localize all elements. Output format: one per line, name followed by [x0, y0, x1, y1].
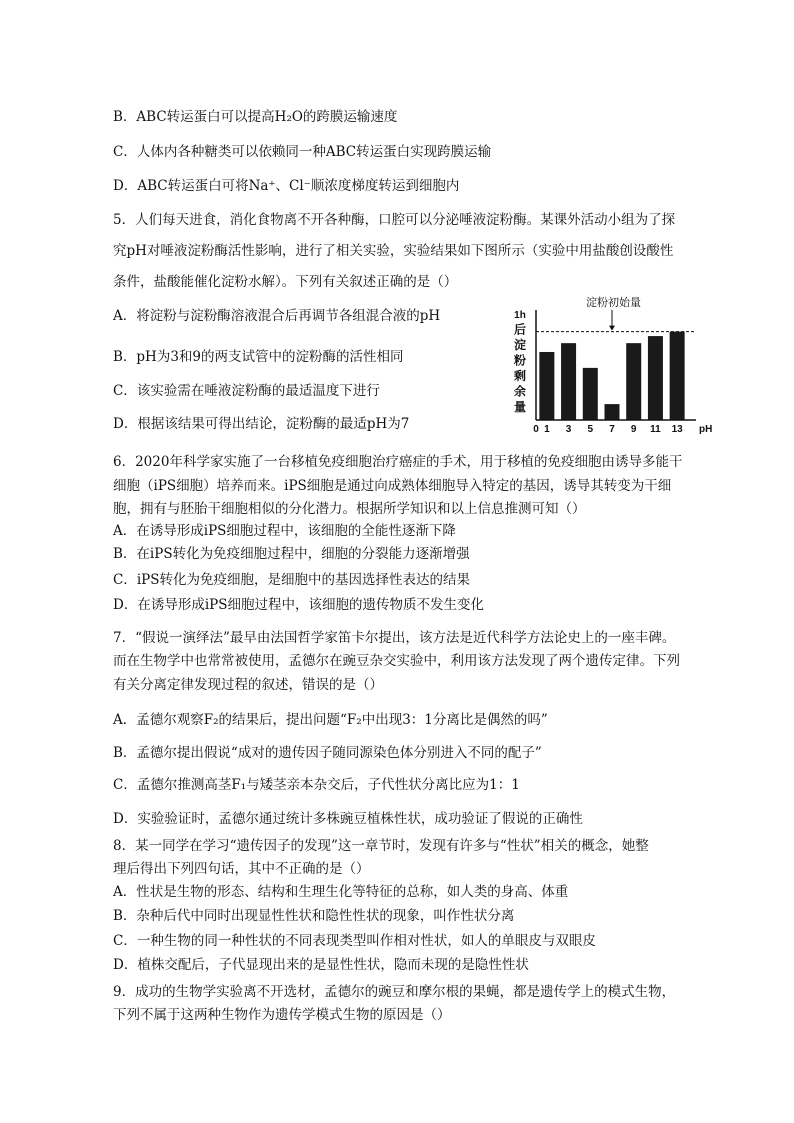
text-line: D．在诱导形成iPS细胞过程中，该细胞的遗传物质不发生变化	[113, 597, 484, 613]
y-axis-label-char: 后	[513, 322, 527, 337]
text-line: 9．成功的生物学实验离不开选材，孟德尔的豌豆和摩尔根的果蝇，都是遗传学上的模式生物，	[113, 984, 676, 1000]
text-line: C．人体内各种糖类可以依赖同一种ABC转运蛋白实现跨膜运输	[113, 144, 492, 160]
bar-ph-11	[648, 336, 663, 420]
text-line: D．植株交配后，子代显现出来的是显性性状，隐而未现的是隐性性状	[113, 957, 529, 973]
y-axis-label-char: 粉	[513, 353, 527, 368]
text-line: A．孟德尔观察F₂的结果后，提出问题“F₂中出现3：1分离比是偶然的吗”	[113, 712, 548, 728]
text-line: C．iPS转化为免疫细胞，是细胞中的基因选择性表达的结果	[113, 572, 470, 588]
text-line: B．在iPS转化为免疫细胞过程中，细胞的分裂能力逐渐增强	[113, 546, 470, 562]
text-line: A．性状是生物的形态、结构和生理生化等特征的总称，如人类的身高、体重	[113, 884, 569, 900]
text-line: 8．某一同学在学习“遗传因子的发现”这一章节时，发现有许多与“性状”相关的概念，她整	[113, 838, 649, 854]
text-line: 6．2020年科学家实施了一台移植免疫细胞治疗癌症的手术，用于移植的免疫细胞由诱导多能干	[113, 454, 683, 470]
bar-ph-7	[605, 404, 620, 420]
text-line: 而在生物学中也常常被使用，孟德尔在豌豆杂交实验中，利用该方法发现了两个遗传定律。下列	[113, 653, 680, 669]
x-tick-label: 3	[565, 424, 572, 435]
bar-ph-13	[670, 332, 685, 420]
text-line: D．ABC转运蛋白可将Na⁺、Cl⁻顺浓度梯度转运到细胞内	[113, 178, 460, 194]
x-axis-label: pH	[699, 424, 713, 435]
text-line: 5．人们每天进食，消化食物离不开各种酶，口腔可以分泌唾液淀粉酶。某课外活动小组为了探	[113, 212, 676, 228]
text-line: 究pH对唾液淀粉酶活性影响，进行了相关实验，实验结果如下图所示（实验中用盐酸创设酸性	[113, 243, 674, 259]
text-line: A．在诱导形成iPS细胞过程中，该细胞的全能性逐渐下降	[113, 523, 456, 539]
text-line: 胞，拥有与胚胎干细胞相似的分化潜力。根据所学知识和以上信息推测可知（）	[113, 501, 586, 517]
text-line: D．实验验证时，孟德尔通过统计多株豌豆植株性状，成功验证了假说的正确性	[113, 811, 583, 827]
text-line: 有关分离定律发现过程的叙述，错误的是（）	[113, 677, 383, 693]
x-tick-label: 7	[609, 424, 615, 435]
text-line: D．根据该结果可得出结论，淀粉酶的最适pH为7	[113, 416, 410, 432]
y-axis-label-char: 淀	[513, 338, 527, 352]
text-line: C．该实验需在唾液淀粉酶的最适温度下进行	[113, 383, 380, 399]
annotation-arrow-head	[609, 326, 615, 331]
y-axis-label-char: 1h	[514, 310, 526, 321]
x-tick-label: 9	[630, 424, 637, 435]
y-axis-label-char: 量	[513, 400, 527, 414]
text-line: B．杂种后代中同时出现显性性状和隐性性状的现象，叫作性状分离	[113, 908, 515, 924]
x-tick-label: 11	[650, 424, 661, 435]
text-line: 7．“假说一演绎法”最早由法国哲学家笛卡尔提出，该方法是近代科学方法论史上的一座丰碑。	[113, 630, 676, 646]
x-tick-label: 0	[533, 424, 539, 435]
text-line: C．一种生物的同一种性状的不同表现类型叫作相对性状，如人的单眼皮与双眼皮	[113, 933, 596, 949]
y-axis-label-char: 剩	[513, 369, 527, 383]
initial-amount-annotation: 淀粉初始量	[586, 297, 641, 309]
text-line: B．ABC转运蛋白可以提高H₂O的跨膜运输速度	[113, 109, 398, 125]
bar-ph-3	[561, 343, 576, 420]
bar-ph-1	[539, 352, 554, 420]
text-line: 理后得出下列四句话，其中不正确的是（）	[113, 861, 370, 877]
bar-ph-9	[626, 343, 641, 420]
text-line: 细胞（iPS细胞）培养而来。iPS细胞是通过向成熟体细胞导入特定的基因，诱导其转变为干细	[113, 478, 672, 494]
x-tick-label: 13	[671, 424, 683, 435]
text-line: B．孟德尔提出假说“成对的遗传因子随同源染色体分别进入不同的配子”	[113, 745, 542, 761]
text-line: 下列不属于这两种生物作为遗传学模式生物的原因是（）	[113, 1007, 451, 1023]
y-axis-label-char: 余	[513, 384, 527, 399]
x-tick-label: 5	[587, 424, 594, 435]
text-line: A．将淀粉与淀粉酶溶液混合后再调节各组混合液的pH	[113, 308, 441, 324]
text-line: B．pH为3和9的两支试管中的淀粉酶的活性相同	[113, 349, 404, 365]
starch-ph-chart	[508, 294, 718, 444]
text-line: 条件，盐酸能催化淀粉水解）。下列有关叙述正确的是（）	[113, 274, 458, 290]
text-line: C．孟德尔推测高茎F₁与矮茎亲本杂交后，子代性状分离比应为1：1	[113, 777, 520, 793]
bar-ph-5	[583, 368, 598, 420]
x-tick-label: 1	[544, 424, 550, 435]
